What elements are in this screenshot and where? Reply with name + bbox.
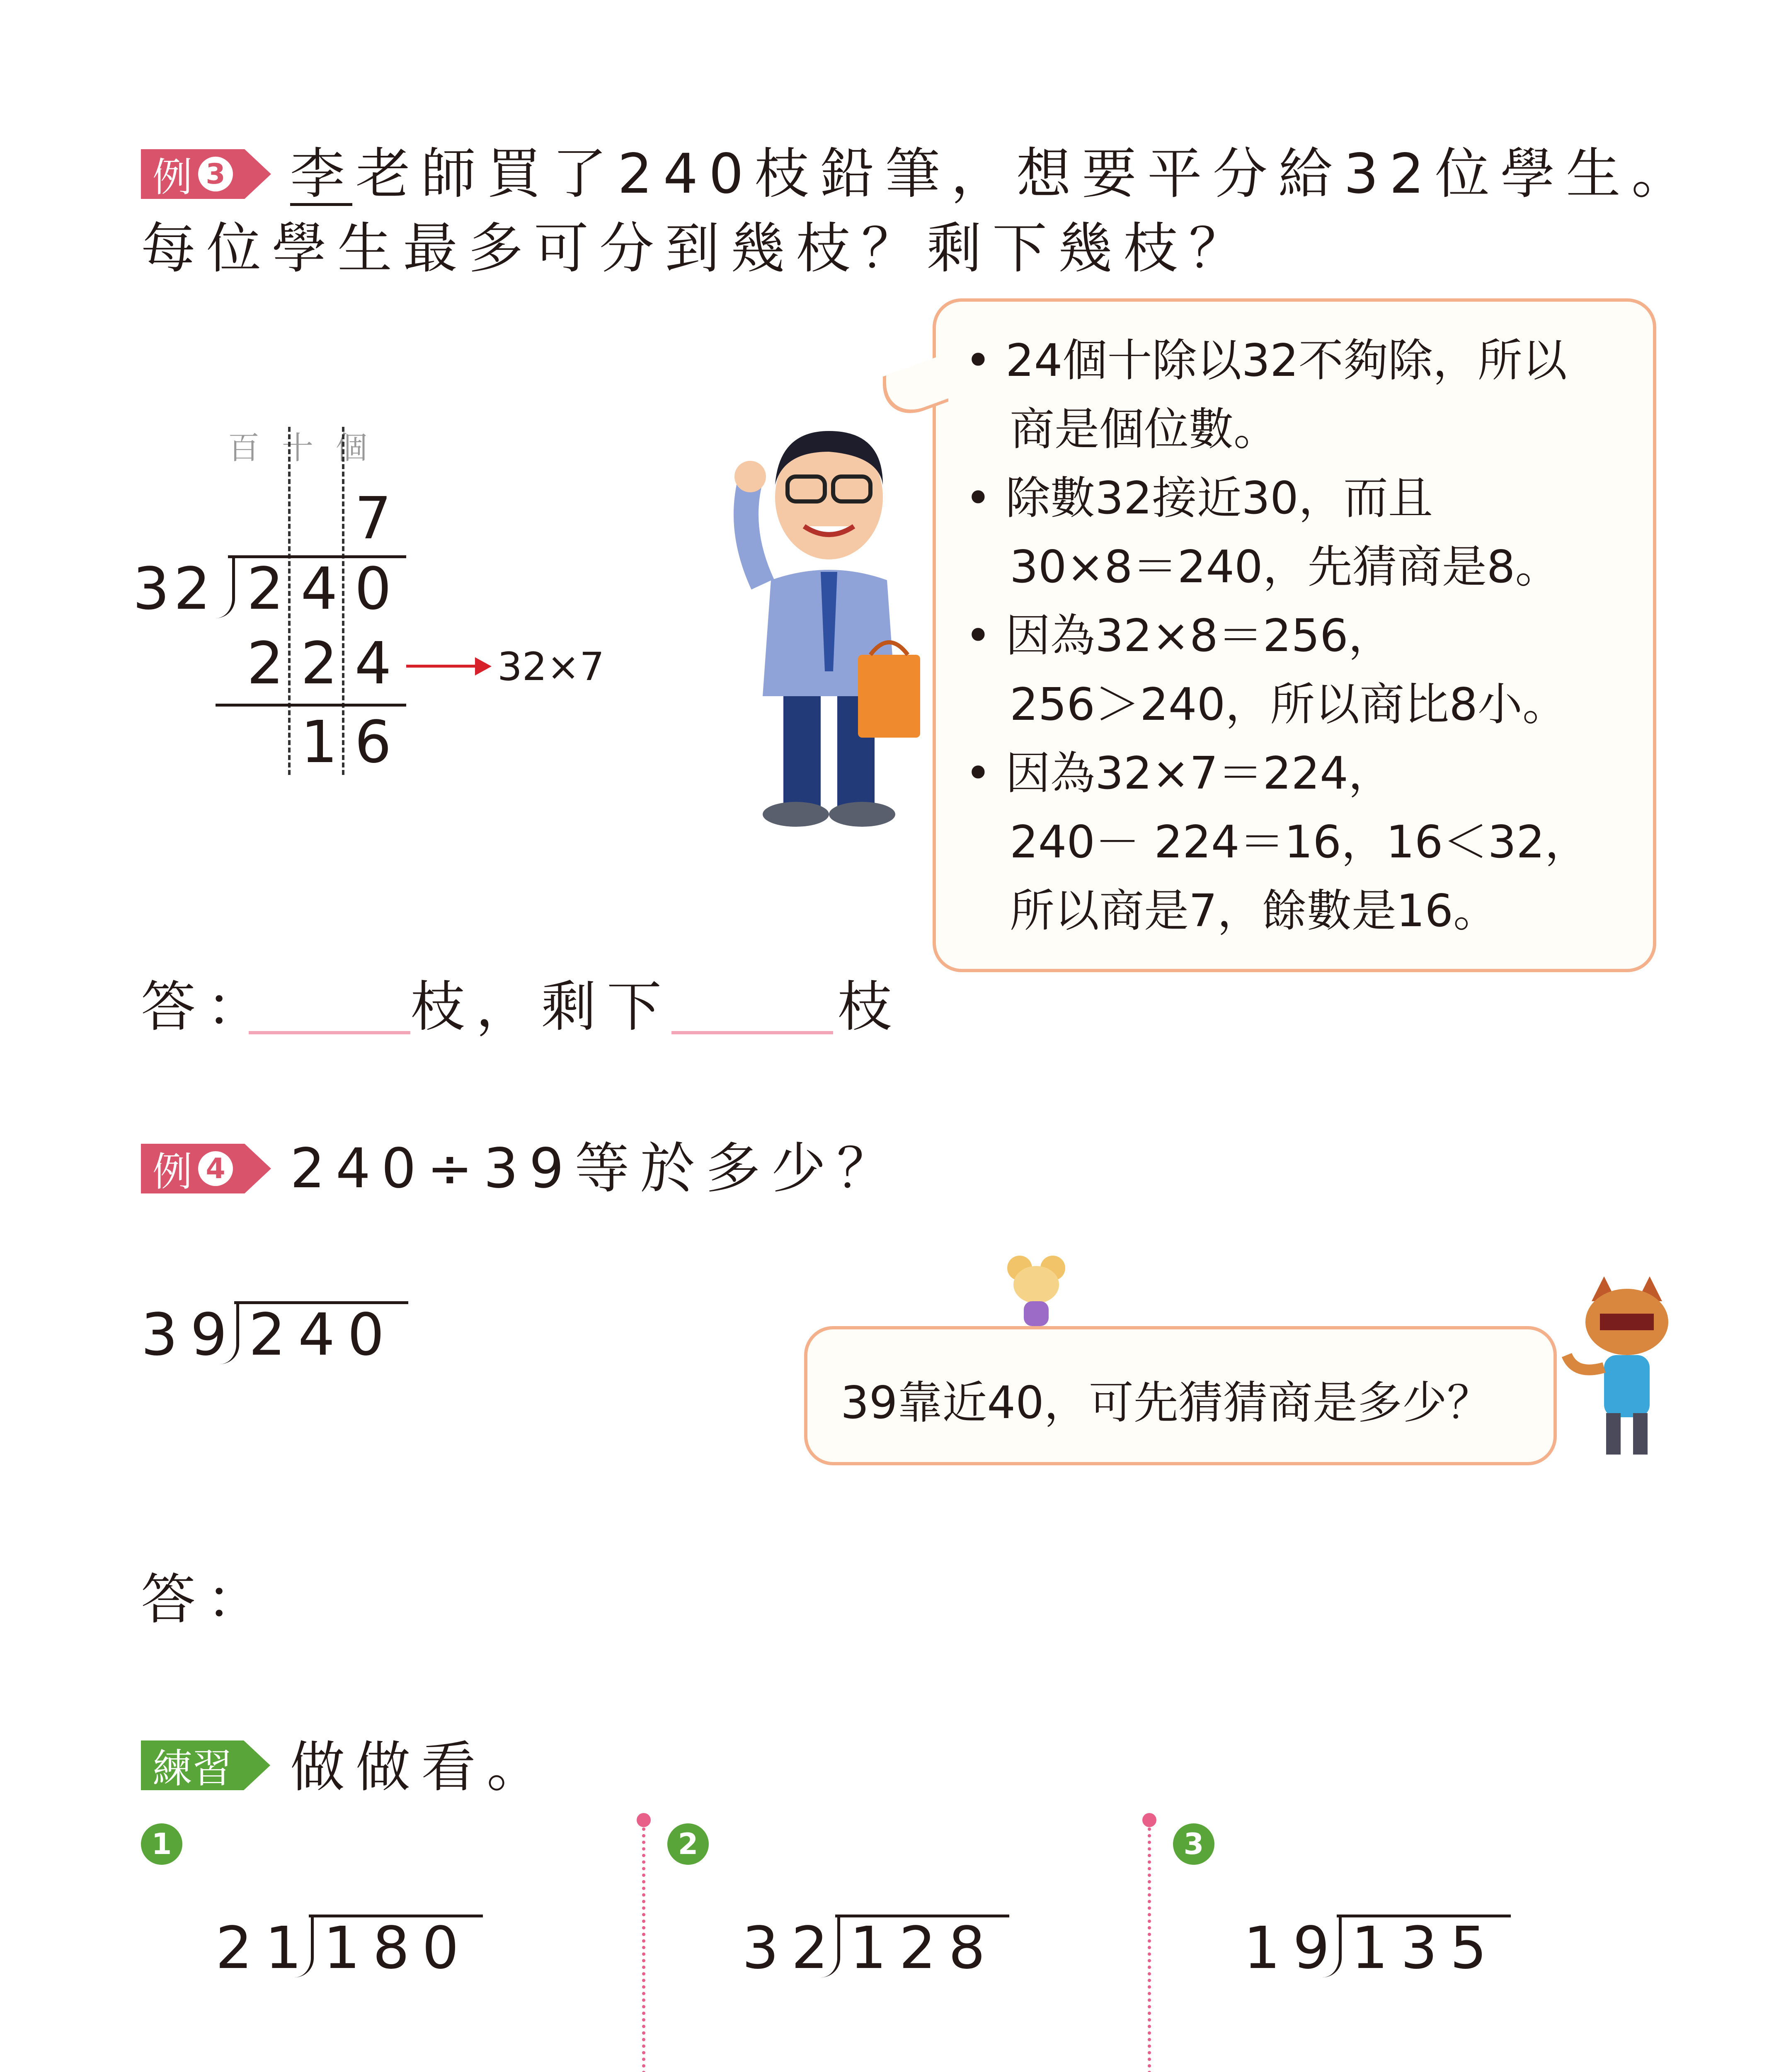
mouse-icon: [995, 1251, 1078, 1334]
hint-bubble: [804, 1326, 1557, 1465]
dividend-digit: 2: [247, 555, 284, 623]
cat-icon: [1558, 1276, 1695, 1467]
answer-label-example-4: 答：: [141, 1568, 272, 1631]
product-note: 32×7: [497, 644, 605, 690]
explanation-bubble: [933, 298, 1656, 972]
explanation-line: 30×8＝240，先猜商是8。: [965, 541, 1560, 593]
divider-dot: [637, 1813, 651, 1827]
practice-tag: [141, 1740, 270, 1790]
tag-arrow-shape: [244, 1740, 270, 1790]
answer-unit-remaining: 枝，剩下: [410, 975, 672, 1039]
example-tag-box: [141, 1144, 245, 1193]
column-divider: [642, 1828, 645, 2072]
quotient-digit: 7: [354, 485, 392, 552]
explanation-line: • 因為32×7＝224，: [965, 748, 1393, 799]
problem-number-badge: 1: [141, 1823, 182, 1865]
tag-arrow-shape: [245, 149, 271, 199]
explanation-line: • 因為32×8＝256，: [965, 610, 1393, 662]
long-division-240-by-39: [141, 1293, 431, 1376]
product-digit: 4: [354, 630, 392, 697]
subtraction-line: [216, 704, 406, 707]
teacher-figure-icon: [721, 406, 937, 829]
problem-number-badge: 3: [1173, 1823, 1214, 1865]
dividend-digit: 4: [301, 555, 338, 623]
divisor: 32: [742, 1915, 841, 1982]
division-bracket: [220, 1302, 239, 1364]
explanation-line: 240－ 224＝16，16＜32，: [965, 816, 1590, 868]
hint-text: 39靠近40，可先猜猜商是多少？: [841, 1377, 1492, 1429]
example-tag-box: [141, 149, 245, 199]
example-3-tag: [141, 149, 271, 199]
explanation-line: • 24個十除以32不夠除，所以: [965, 335, 1567, 387]
explanation-line: 256＞240，所以商比8小。: [965, 679, 1567, 731]
dividend: 240: [249, 1301, 397, 1369]
divider-dot: [1142, 1813, 1156, 1827]
division-bracket: [1322, 1915, 1342, 1978]
answer-label: 答：: [141, 975, 272, 1039]
division-bracket: [821, 1915, 840, 1978]
example-3-question-line2: 每位學生最多可分到幾枝？剩下幾枝？: [141, 217, 1254, 281]
cat-illustration: [1558, 1276, 1695, 1467]
dividend: 180: [323, 1915, 472, 1982]
example-4-question: 240÷39等於多少？: [290, 1137, 902, 1201]
product-arrow-head: [475, 657, 492, 675]
explanation-text: [965, 327, 1590, 946]
dividend-digit: 0: [354, 555, 392, 623]
product-arrow: [406, 665, 477, 668]
example-tag-label: 例: [153, 1148, 192, 1195]
place-header-tens: 十: [282, 429, 313, 466]
divisor: 32: [133, 555, 215, 623]
divisor: 39: [141, 1301, 240, 1369]
place-header-hundreds: 百: [228, 429, 259, 466]
practice-problem-2: [742, 1906, 1032, 1989]
divisor: 21: [216, 1915, 315, 1982]
practice-tag-label: 練習: [153, 1745, 232, 1792]
division-bracket: [216, 556, 235, 618]
practice-problem-1: [216, 1906, 506, 1989]
product-digit: 2: [301, 630, 338, 697]
problem-number-badge: 2: [667, 1823, 709, 1865]
remainder-digit: 1: [301, 709, 338, 776]
example-tag-number: 4: [198, 1151, 233, 1186]
tag-arrow-shape: [245, 1144, 271, 1193]
example-4-tag: [141, 1144, 271, 1193]
explanation-line: • 除數32接近30，而且: [965, 472, 1433, 524]
divisor: 19: [1243, 1915, 1343, 1982]
practice-instruction: 做做看。: [290, 1736, 552, 1799]
example-tag-label: 例: [153, 154, 192, 201]
explanation-line: 所以商是7，餘數是16。: [965, 885, 1498, 937]
dividend: 128: [850, 1915, 998, 1982]
practice-tag-box: [141, 1740, 244, 1790]
remainder-digit: 6: [354, 709, 392, 776]
mouse-illustration: [995, 1251, 1078, 1334]
answer-blank-quotient[interactable]: [249, 1031, 410, 1034]
example-tag-number: 3: [198, 157, 233, 191]
division-bracket: [294, 1915, 314, 1978]
answer-blank-remainder[interactable]: [671, 1031, 833, 1034]
column-divider: [1148, 1828, 1151, 2072]
product-digit: 2: [247, 630, 284, 697]
answer-row-example-3: [141, 970, 970, 1039]
dividend: 135: [1351, 1915, 1500, 1982]
practice-problem-3: [1243, 1906, 1534, 1989]
answer-unit: 枝: [837, 975, 903, 1039]
long-division-240-by-32: [133, 423, 630, 779]
explanation-line: 商是個位數。: [965, 404, 1279, 455]
teacher-illustration: [721, 406, 937, 829]
place-header-ones: 個: [336, 429, 367, 466]
question-underline: [290, 203, 352, 206]
example-3-question-line1: 李老師買了240枝鉛筆，想要平分給32位學生。: [290, 142, 1697, 206]
